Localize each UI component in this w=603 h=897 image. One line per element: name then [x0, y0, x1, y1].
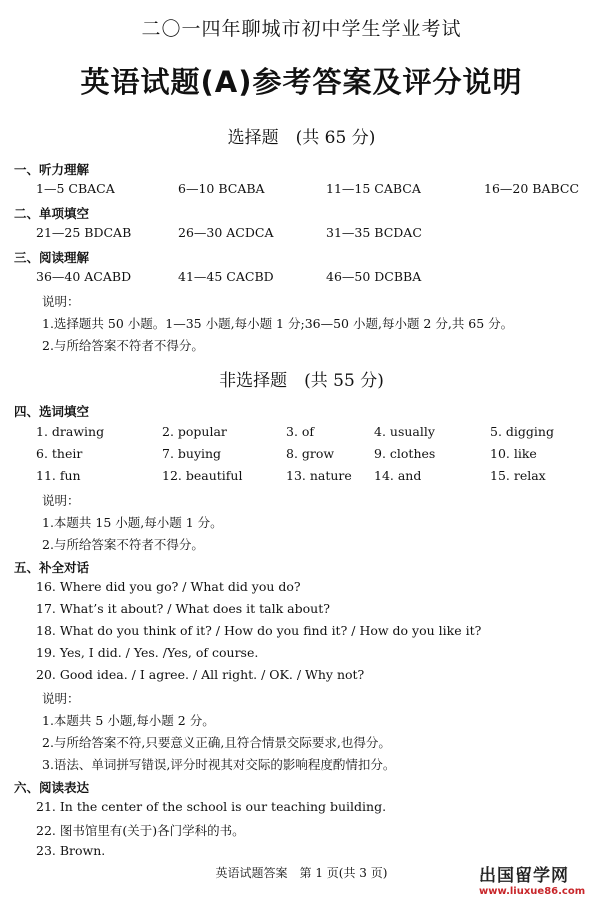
answer-item: 3. of [286, 424, 315, 439]
note-line: 2.与所给答案不符者不得分。 [42, 338, 204, 353]
note-label: 说明： [42, 294, 80, 309]
dialogue-answer: 19. Yes, I did. / Yes. /Yes, of course. [36, 645, 259, 660]
answer-item: 6. their [36, 446, 83, 461]
answer-item: 15. relax [490, 468, 546, 483]
dialogue-answer: 17. What’s it about? / What does it talk about? [36, 601, 330, 616]
answer-row: 26—30 ACDCA [178, 225, 274, 240]
watermark-logo [479, 861, 597, 897]
note-line: 1.本题共 15 小题,每小题 1 分。 [42, 515, 223, 530]
watermark-name: 出国留学网 [479, 866, 569, 886]
dialogue-answer: 16. Where did you go? / What did you do? [36, 579, 301, 594]
answer-row: 31—35 BCDAC [326, 225, 422, 240]
section-dialogue-title: 五、补全对话 [14, 560, 90, 575]
section-single-choice-title: 二、单项填空 [14, 206, 90, 221]
answer-item: 10. like [490, 446, 537, 461]
answer-item: 7. buying [162, 446, 222, 461]
answer-row: 6—10 BCABA [178, 181, 265, 196]
part2-heading: 非选择题 (共 55 分) [219, 371, 384, 391]
answer-item: 1. drawing [36, 424, 105, 439]
page-footer: 英语试题答案 第 1 页(共 3 页) [215, 866, 388, 880]
note-line: 1.本题共 5 小题,每小题 2 分。 [42, 713, 215, 728]
answer-row: 11—15 CABCA [326, 181, 421, 196]
answer-key-title: 英语试题(A)参考答案及评分说明 [80, 65, 523, 99]
part1-heading: 选择题 (共 65 分) [227, 128, 376, 148]
answer-row: 41—45 CACBD [178, 269, 274, 284]
expression-answer: 21. In the center of the school is our teaching building. [36, 799, 387, 814]
answer-item: 13. nature [286, 468, 352, 483]
note-line: 2.与所给答案不符,只要意义正确,且符合情景交际要求,也得分。 [42, 735, 391, 750]
dialogue-answer: 20. Good idea. / I agree. / All right. / OK. / Why not? [36, 667, 365, 682]
answer-item: 2. popular [162, 424, 227, 439]
answer-item: 9. clothes [374, 446, 436, 461]
note-label: 说明： [42, 691, 80, 706]
expression-answer: 22. 图书馆里有(关于)各门学科的书。 [36, 823, 245, 838]
answer-row: 46—50 DCBBA [326, 269, 422, 284]
answer-row: 36—40 ACABD [36, 269, 132, 284]
expression-answer: 23. Brown. [36, 843, 106, 858]
answer-item: 14. and [374, 468, 422, 483]
note-line: 1.选择题共 50 小题。1—35 小题,每小题 1 分;36—50 小题,每小题 2 分,共 65 分。 [42, 316, 514, 331]
answer-row: 16—20 BABCC [484, 181, 580, 196]
answer-item: 8. grow [286, 446, 335, 461]
note-label: 说明： [42, 493, 80, 508]
section-reading-expression-title: 六、阅读表达 [14, 780, 90, 795]
section-listening-title: 一、听力理解 [14, 162, 90, 177]
section-reading-title: 三、阅读理解 [14, 250, 90, 265]
note-line: 3.语法、单词拼写错误,评分时视其对交际的影响程度酌情扣分。 [42, 757, 396, 772]
answer-row: 1—5 CBACA [36, 181, 115, 196]
watermark-url: www.liuxue86.com [479, 886, 586, 897]
answer-item: 11. fun [36, 468, 81, 483]
section-word-fill-title: 四、选词填空 [14, 404, 90, 419]
answer-item: 12. beautiful [162, 468, 243, 483]
dialogue-answer: 18. What do you think of it? / How do you find it? / How do you like it? [36, 623, 482, 638]
answer-item: 5. digging [490, 424, 554, 439]
answer-row: 21—25 BDCAB [36, 225, 132, 240]
answer-item: 4. usually [374, 424, 435, 439]
note-line: 2.与所给答案不符者不得分。 [42, 537, 204, 552]
exam-title: 二〇一四年聊城市初中学生学业考试 [141, 18, 462, 40]
